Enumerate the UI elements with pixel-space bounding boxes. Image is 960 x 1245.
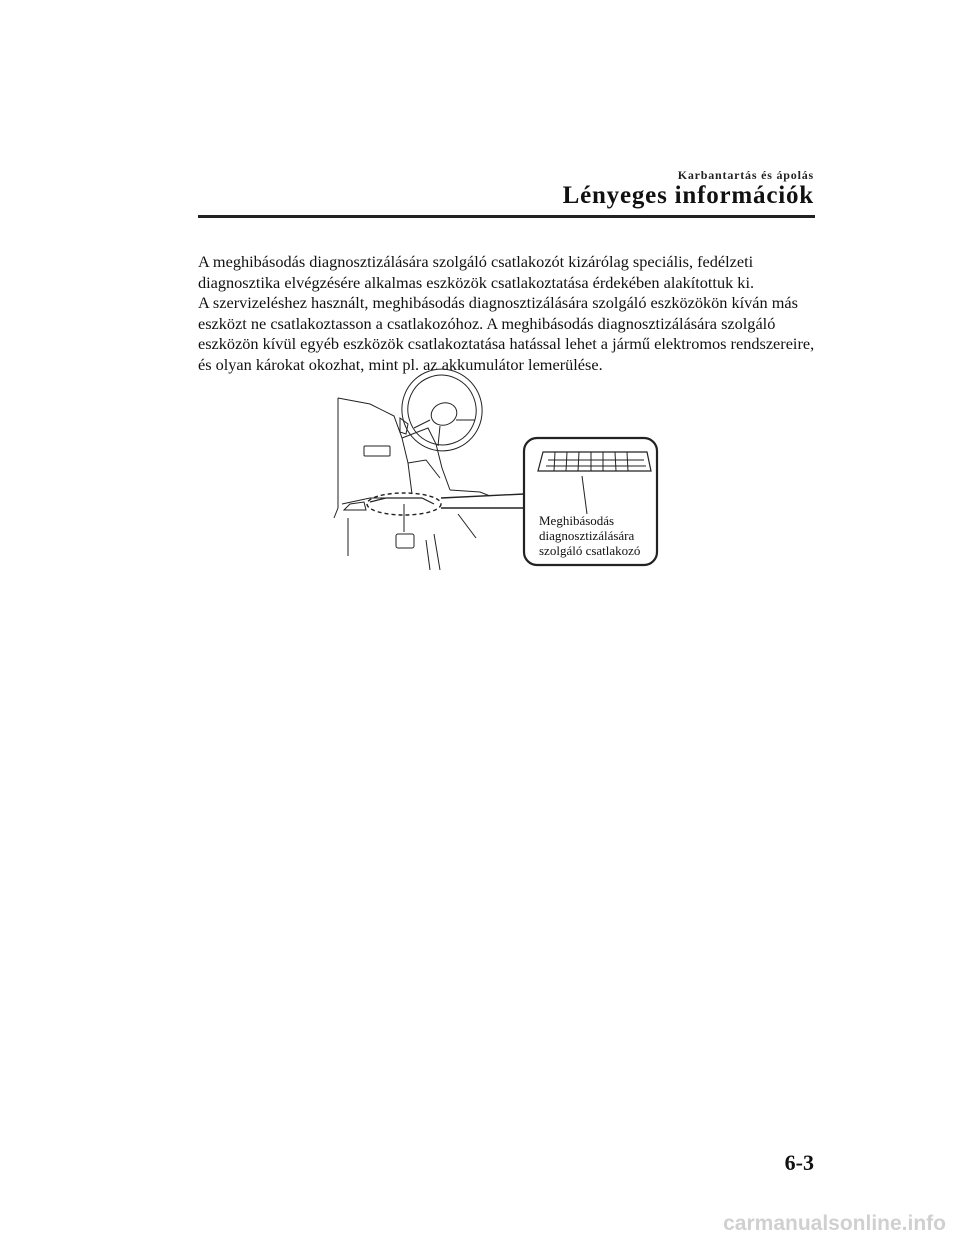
callout-line-1: Meghibásodás xyxy=(539,513,615,528)
callout-line-3: szolgáló csatlakozó xyxy=(539,543,641,558)
callout-line-2: diagnosztizálására xyxy=(539,528,635,543)
watermark: carmanualsonline.info xyxy=(723,1212,946,1235)
page-title: Lényeges információk xyxy=(562,182,814,209)
diagnostic-connector-figure xyxy=(330,368,660,570)
paragraph-purpose: A meghibásodás diagnosztizálására szolgáló csatlakozót kizárólag speciális, fedélzeti diagnosztika elvégzésére alkalmas eszközök csatlakoztatása érdekében alakítottuk ki. xyxy=(198,252,755,292)
callout-label xyxy=(539,513,640,558)
page-number: 6-3 xyxy=(784,1150,814,1175)
section-label: Karbantartás és ápolás xyxy=(677,168,814,182)
paragraph-warning: A szervizeléshez használt, meghibásodás diagnosztizálására szolgáló eszközökön kíván más eszközt ne csatlakoztasson a csatlakozóhoz. A meghibásodás diagnosztizálására szolgáló eszközön kívül egyéb eszközök csatlakoztatása hatással lehet a jármű elektromos rendszereire, és olyan károkat okozhat, mint pl. az akkumulátor lemerülése. xyxy=(198,293,815,374)
header-divider xyxy=(198,215,815,218)
body-text xyxy=(198,252,818,375)
